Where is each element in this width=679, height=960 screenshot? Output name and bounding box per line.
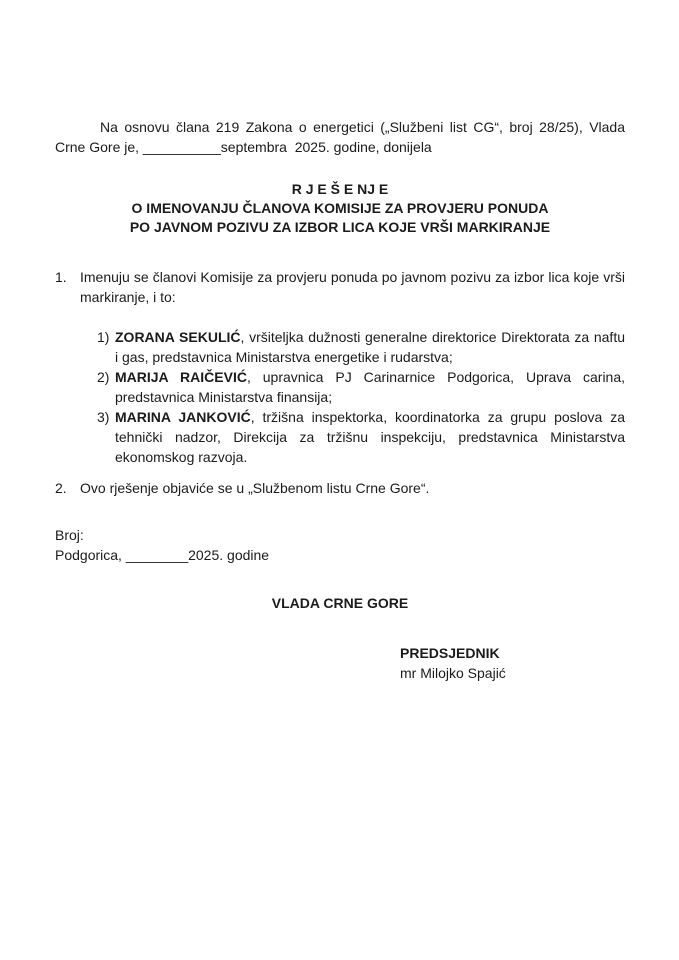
list-item-1 [55, 267, 625, 307]
title-line-main: R J E Š E NJ E [291, 181, 389, 197]
member-item-2-description: , upravnica PJ Carinarnice Podgorica, Uprava carina, predstavnica Ministarstva finansija; [115, 369, 626, 405]
president-title: PREDSJEDNIK [400, 645, 500, 661]
member-item-3-description: , tržišna inspektorka, koordinatorka za grupu poslova za tehnički nadzor, Direkcija za tržišnu inspekciju, predstavnica Ministarstva ekonomskog razvoja. [115, 409, 625, 465]
member-item-3-text [115, 407, 625, 467]
member-item-2-text [115, 367, 625, 407]
title-line-subtitle-1: O IMENOVANJU ČLANOVA KOMISIJE ZA PROVJERU PONUDA [131, 200, 549, 216]
list-item-2-text: Ovo rješenje objaviće se u „Službenom listu Crne Gore“. [80, 480, 430, 496]
member-item-1-text [115, 327, 625, 367]
member-item-1 [97, 327, 625, 367]
president-name: mr Milojko Spajić [400, 665, 506, 681]
list-item-1-number: 1. [55, 269, 67, 285]
member-item-3-name: MARINA JANKOVIĆ [115, 409, 251, 425]
list-item-2 [55, 478, 625, 498]
member-item-2-number: 2) [97, 369, 110, 385]
list-item-2-number: 2. [55, 480, 67, 496]
reference-block [55, 525, 625, 565]
member-item-1-description: , vršiteljka dužnosti generalne direktorice Direktorata za naftu i gas, predstavnica Ministarstva energetike i rudarstva; [115, 329, 626, 365]
member-item-3 [97, 407, 625, 467]
list-item-1-text: Imenuju se članovi Komisije za provjeru ponuda po javnom pozivu za izbor lica koje vrši markiranje, i to: [80, 269, 625, 305]
place-date-line: Podgorica, ________2025. godine [55, 547, 270, 563]
government-name: VLADA CRNE GORE [271, 595, 409, 611]
intro-paragraph: Na osnovu člana 219 Zakona o energetici („Službeni list CG“, broj 28/25), Vlada Crne Gore je, __________septembra 2025. godine, donijela [55, 119, 629, 155]
member-item-1-number: 1) [97, 329, 110, 345]
title-line-subtitle-2: PO JAVNOM POZIVU ZA IZBOR LICA KOJE VRŠI MARKIRANJE [129, 219, 551, 235]
reference-number-label: Broj: [55, 527, 84, 543]
members-list [55, 327, 625, 467]
signature-block [400, 643, 625, 683]
member-item-3-number: 3) [97, 409, 110, 425]
document-title [55, 180, 625, 237]
member-item-2-name: MARIJA RAIČEVIĆ [115, 369, 247, 385]
member-item-2 [97, 367, 625, 407]
member-item-1-name: ZORANA SEKULIĆ [115, 329, 241, 345]
